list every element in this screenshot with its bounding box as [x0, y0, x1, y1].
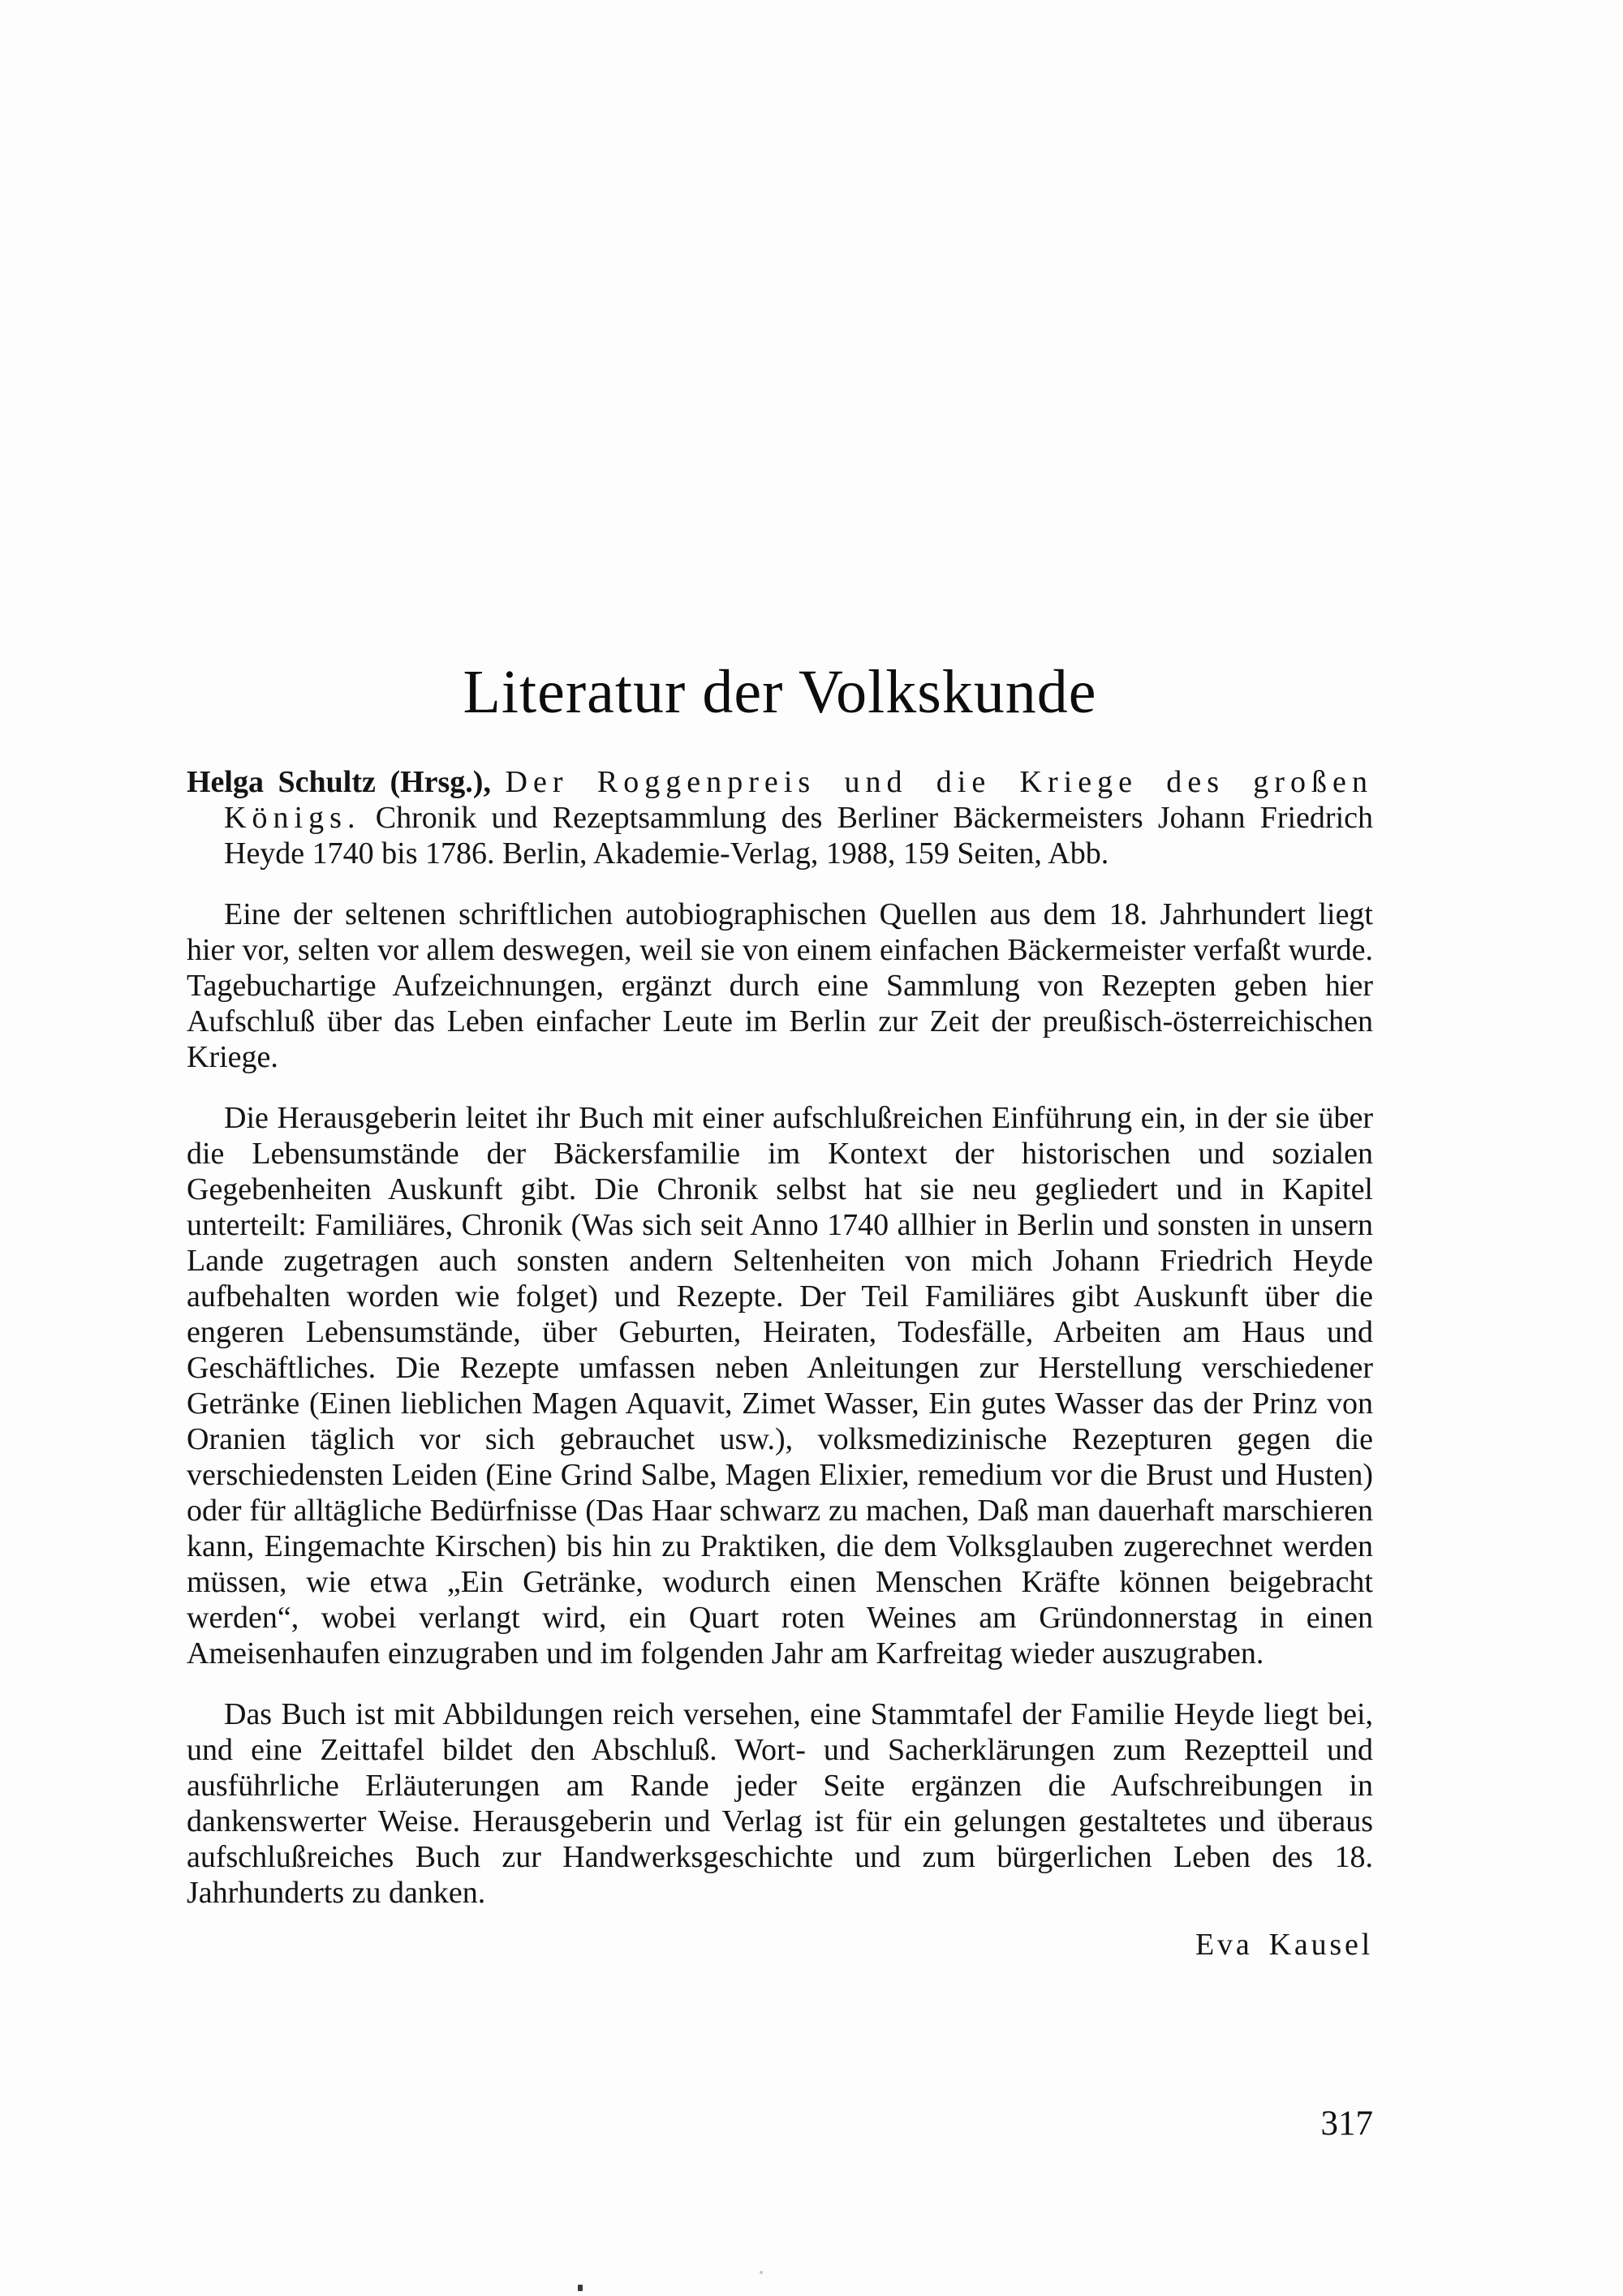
citation-work-title: Der Roggenpreis und die Kriege des großen Königs. — [224, 764, 1373, 835]
scan-speck-light — [760, 2271, 763, 2274]
text-block — [187, 659, 1373, 1963]
page-number: 317 — [1320, 2105, 1373, 2143]
reviewer-signature: Eva Kausel — [1195, 1927, 1373, 1962]
review-paragraph-1: Eine der seltenen schriftlichen autobiographischen Quellen aus dem 18. Jahrhundert liegt hier vor, selten vor allem deswegen, weil sie von einem einfachen Bäckermeister verfaßt wurde. Tagebuchartige Aufzeichnungen, ergänzt durch eine Sammlung von Rezepten geben hier Aufschluß über das Leben einfacher Leute im Berlin zur Zeit der preußisch-österreichischen Kriege. — [187, 896, 1373, 1074]
citation-author: Helga Schultz (Hrsg.), — [187, 764, 491, 799]
book-citation — [187, 764, 1373, 871]
scan-speck-dark — [578, 2285, 583, 2291]
page-title: Literatur der Volkskunde — [463, 658, 1097, 726]
review-paragraph-3: Das Buch ist mit Abbildungen reich versehen, eine Stammtafel der Familie Heyde liegt bei, und eine Zeittafel bildet den Abschluß. Wort- und Sacherklärungen zum Rezeptteil und ausführliche Erläuterungen am Rande jeder Seite ergänzen die Aufschreibungen in dankenswerter Weise. Herausgeberin und Verlag ist für ein gelungen gestaltetes und überaus aufschlußreiches Buch zur Handwerksgeschichte und zum bürgerlichen Leben des 18. Jahrhunderts zu danken. — [187, 1696, 1373, 1910]
citation-details: Chronik und Rezeptsammlung des Berliner Bäckermeisters Johann Friedrich Heyde 1740 bis 1786. Berlin, Akademie-Verlag, 1988, 159 Seiten, Abb. — [224, 800, 1374, 871]
review-paragraph-2: Die Herausgeberin leitet ihr Buch mit einer aufschlußreichen Einführung ein, in der sie über die Lebensumstände der Bäckersfamilie im Kontext der historischen und sozialen Gegebenheiten Auskunft gibt. Die Chronik selbst hat sie neu gegliedert und in Kapitel unterteilt: Familiäres, Chronik (Was sich seit Anno 1740 allhier in Berlin und sonsten in unsern Lande zugetragen auch sonsten andern Seltenheiten von mich Johann Friedrich Heyde aufbehalten worden wie folget) und Rezepte. Der Teil Familiäres gibt Auskunft über die engeren Lebensumstände, über Geburten, Heiraten, Todesfälle, Arbeiten am Haus und Geschäftliches. Die Rezepte umfassen neben Anleitungen zur Herstellung verschiedener Getränke (Einen lieblichen Magen Aquavit, Zimet Wasser, Ein gutes Wasser das der Prinz von Oranien täglich vor sich gebrauchet usw.), volksmedizinische Rezepturen gegen die verschiedensten Leiden (Eine Grind Salbe, Magen Elixier, remedium vor die Brust und Husten) oder für alltägliche Bedürfnisse (Das Haar schwarz zu machen, Daß man dauerhaft marschieren kann, Eingemachte Kirschen) bis hin zu Praktiken, die dem Volksglauben zugerechnet werden müssen, wie etwa „Ein Getränke, wodurch einen Menschen Kräfte können beigebracht werden“, wobei verlangt wird, ein Quart roten Weines am Gründonnerstag in einen Ameisenhaufen einzugraben und im folgenden Jahr am Karfreitag wieder auszugraben. — [187, 1100, 1373, 1670]
